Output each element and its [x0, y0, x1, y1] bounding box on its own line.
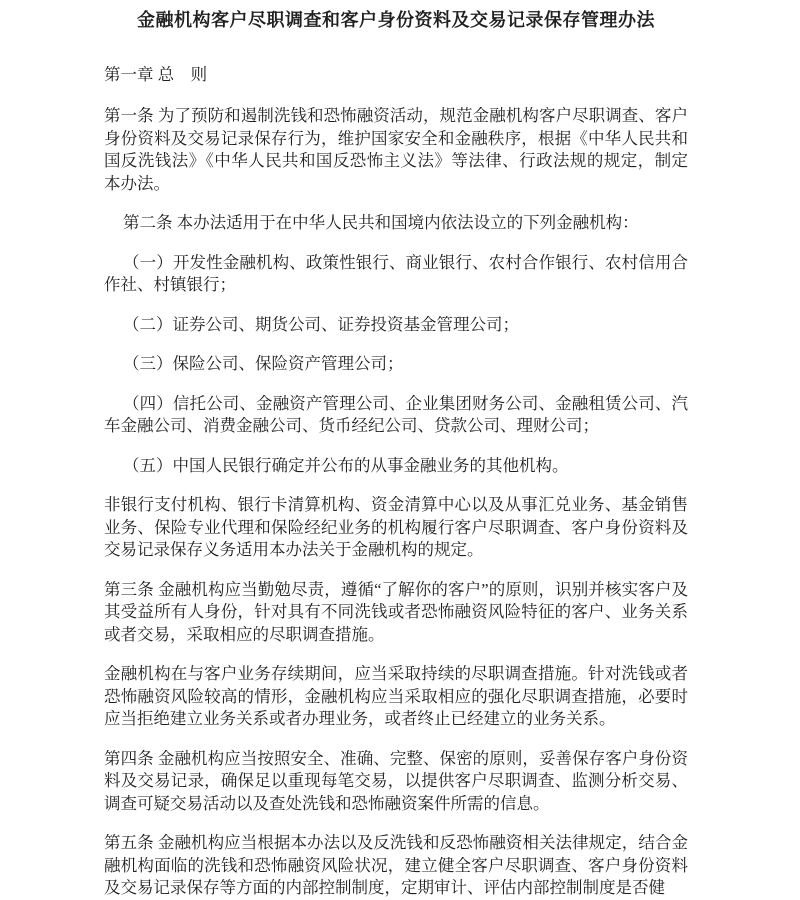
page-title: 金融机构客户尽职调查和客户身份资料及交易记录保存管理办法	[137, 10, 655, 30]
paragraph-article-2-supplement: 非银行支付机构、银行卡清算机构、资金清算中心以及从事汇兑业务、基金销售业务、保险专业代理和保险经纪业务的机构履行客户尽职调查、客户身份资料及交易记录保存义务适用本办法关于金融机构的规定。	[104, 495, 688, 559]
paragraph-article-1: 第一条 为了预防和遏制洗钱和恐怖融资活动，规范金融机构客户尽职调查、客户身份资料及交易记录保存行为，维护国家安全和金融秩序，根据《中华人民共和国反洗钱法》《中华人民共和国反恐怖主义法》等法律、行政法规的规定，制定本办法。	[104, 106, 688, 193]
paragraph-article-2-item-1: （一）开发性金融机构、政策性银行、商业银行、农村合作银行、农村信用合作社、村镇银行；	[104, 252, 688, 294]
paragraph-article-3: 第三条 金融机构应当勤勉尽责，遵循“了解你的客户”的原则，识别并核实客户及其受益所有人身份，针对具有不同洗钱或者恐怖融资风险特征的客户、业务关系或者交易，采取相应的尽职调查措施。	[104, 579, 688, 644]
paragraph-article-2-item-2: （二）证券公司、期货公司、证券投资基金管理公司；	[123, 314, 519, 334]
paragraph-article-4: 第四条 金融机构应当按照安全、准确、完整、保密的原则，妥善保存客户身份资料及交易记录，确保足以重现每笔交易，以提供客户尽职调查、监测分析交易、调查可疑交易活动以及查处洗钱和恐怖融资案件所需的信息。	[104, 748, 688, 813]
chapter-heading: 第一章 总 则	[104, 65, 208, 84]
paragraph-article-2: 第二条 本办法适用于在中华人民共和国境内依法设立的下列金融机构：	[123, 213, 639, 232]
paragraph-article-2-item-3: （三）保险公司、保险资产管理公司；	[123, 354, 404, 373]
paragraph-article-2-item-4: （四）信托公司、金融资产管理公司、企业集团财务公司、金融租赁公司、汽车金融公司、消费金融公司、货币经纪公司、贷款公司、理财公司；	[104, 393, 688, 435]
paragraph-article-2-item-5: （五）中国人民银行确定并公布的从事金融业务的其他机构。	[123, 455, 569, 475]
paragraph-article-3-para-2: 金融机构在与客户业务存续期间，应当采取持续的尽职调查措施。针对洗钱或者恐怖融资风险较高的情形，金融机构应当采取相应的强化尽职调查措施，必要时应当拒绝建立业务关系或者办理业务，或者终止已经建立的业务关系。	[104, 664, 688, 728]
paragraph-article-5: 第五条 金融机构应当根据本办法以及反洗钱和反恐怖融资相关法律规定，结合金融机构面临的洗钱和恐怖融资风险状况，建立健全客户尽职调查、客户身份资料及交易记录保存等方面的内部控制制度，定期审计、评估内部控制制度是否健	[104, 833, 688, 897]
